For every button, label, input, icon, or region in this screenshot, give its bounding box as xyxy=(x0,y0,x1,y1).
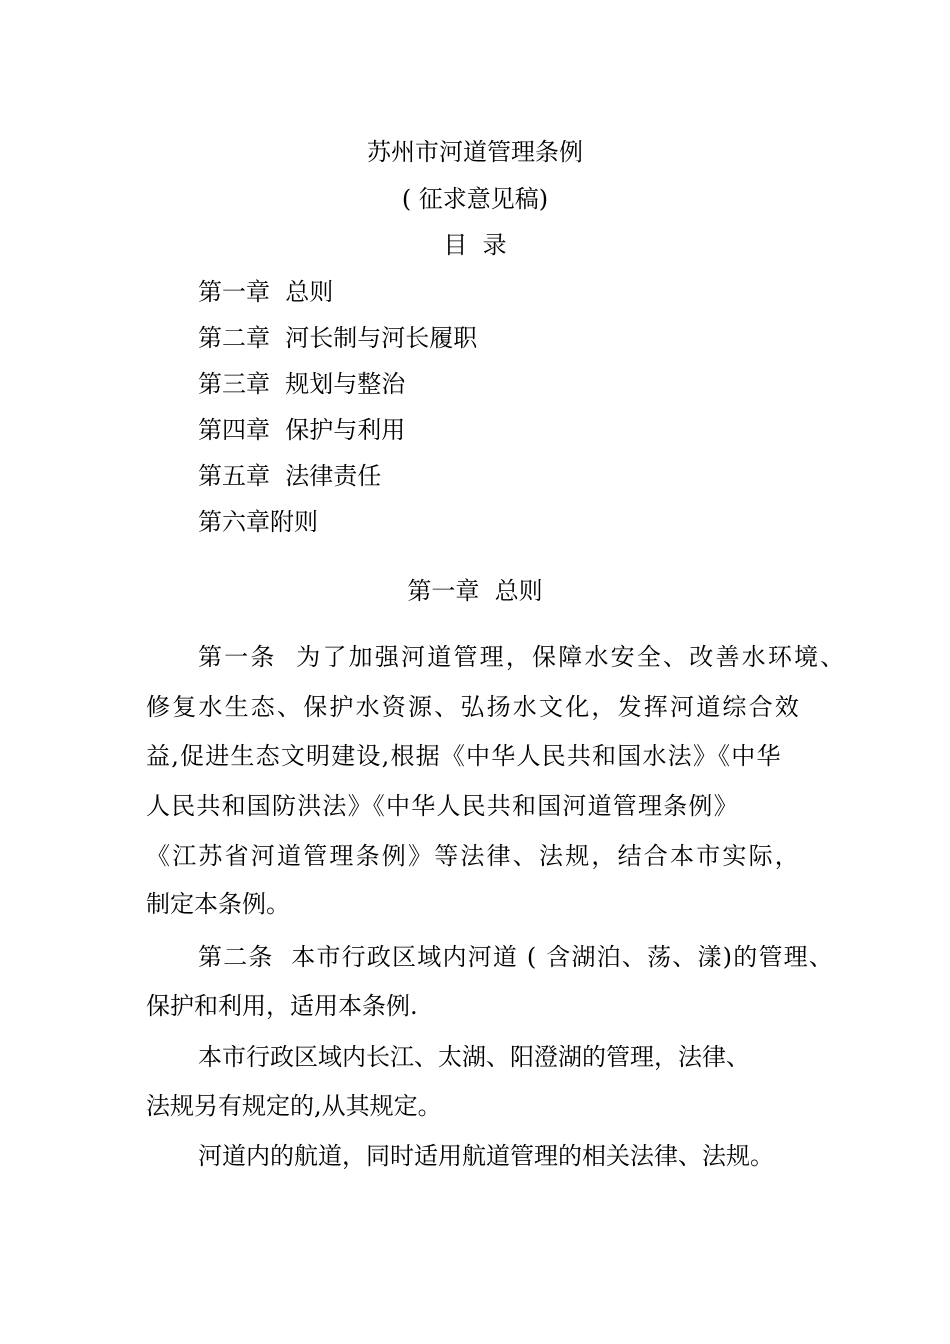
article-1-line-2: 修复水生态、保护水资源、弘扬水文化，发挥河道综合效 xyxy=(146,693,801,721)
toc-item-chapter-2: 第二章 河长制与河长履职 xyxy=(198,324,478,352)
document-subtitle: ( 征求意见稿) xyxy=(401,185,549,213)
article-1-line-4: 人民共和国防洪法》《中华人民共和国河道管理条例》 xyxy=(146,792,739,820)
article-1-line-1: 第一条 为了加强河道管理，保障水安全、改善水环境、 xyxy=(198,643,847,671)
article-1-line-3: 益,促进生态文明建设,根据《中华人民共和国水法》《中华 xyxy=(146,742,782,770)
article-1-line-5: 《江苏省河道管理条例》等法律、法规，结合本市实际， xyxy=(146,842,801,870)
toc-item-chapter-4: 第四章 保护与利用 xyxy=(198,416,406,444)
article-1-line-6: 制定本条例。 xyxy=(146,890,290,918)
article-2-para-3-line-1: 河道内的航道，同时适用航道管理的相关法律、法规。 xyxy=(198,1142,774,1170)
toc-item-chapter-5: 第五章 法律责任 xyxy=(198,462,382,490)
toc-item-chapter-6: 第六章附则 xyxy=(198,508,318,536)
article-2-line-2: 保护和利用，适用本条例. xyxy=(146,992,418,1020)
document-title: 苏州市河道管理条例 xyxy=(367,138,583,166)
toc-heading: 目 录 xyxy=(443,231,507,259)
chapter-1-heading: 第一章 总则 xyxy=(407,577,543,605)
toc-item-chapter-3: 第三章 规划与整治 xyxy=(198,370,406,398)
article-2-para-2-line-1: 本市行政区域内长江、太湖、阳澄湖的管理，法律、 xyxy=(198,1043,750,1071)
article-2-line-1: 第二条 本市行政区域内河道 ( 含湖泊、荡、漾)的管理、 xyxy=(198,943,835,971)
article-2-para-2-line-2: 法规另有规定的,从其规定。 xyxy=(146,1092,442,1120)
toc-item-chapter-1: 第一章 总则 xyxy=(198,278,334,306)
